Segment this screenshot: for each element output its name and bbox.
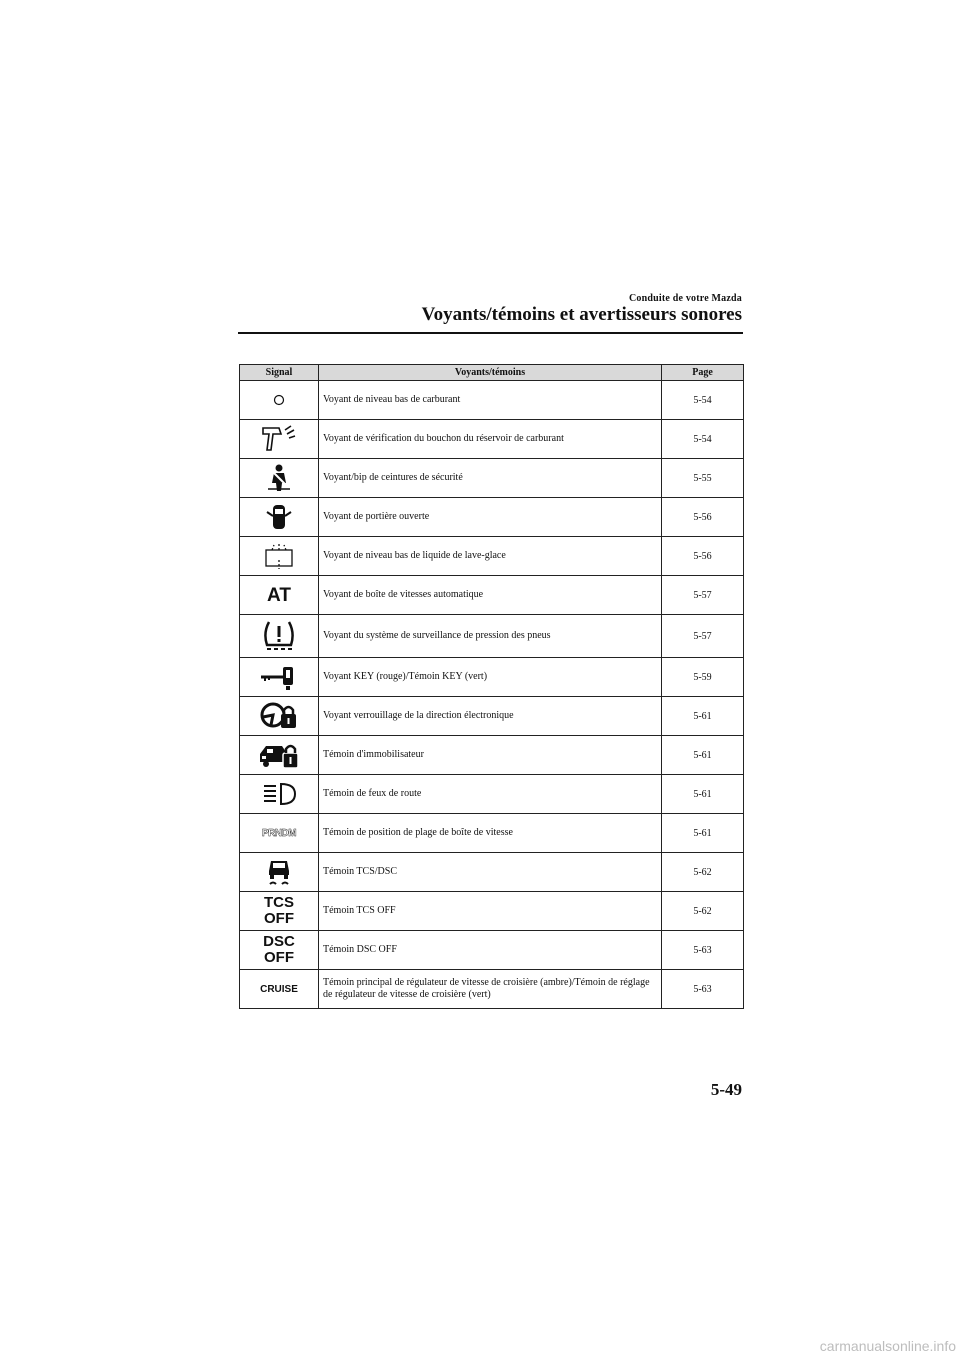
row-description: Témoin TCS/DSC xyxy=(319,853,662,892)
table-row xyxy=(240,775,744,814)
table-row xyxy=(240,970,744,1009)
watermark: carmanualsonline.info xyxy=(819,1338,956,1354)
row-description: Témoin de feux de route xyxy=(319,775,662,814)
table-row xyxy=(240,537,744,576)
key-icon xyxy=(259,663,299,691)
steering-lock-icon xyxy=(259,701,299,731)
column-header-page: Page xyxy=(662,365,744,381)
row-description: Témoin TCS OFF xyxy=(319,892,662,931)
row-page: 5-54 xyxy=(662,420,744,459)
row-page: 5-56 xyxy=(662,537,744,576)
row-page: 5-61 xyxy=(662,697,744,736)
tcs-dsc-icon xyxy=(264,857,294,887)
section-subtitle: Conduite de votre Mazda xyxy=(628,293,742,304)
row-description: Voyant KEY (rouge)/Témoin KEY (vert) xyxy=(319,658,662,697)
high-beam-icon xyxy=(261,781,297,807)
door-open-icon xyxy=(264,502,294,532)
column-header-voyants: Voyants/témoins xyxy=(319,365,662,381)
table-row xyxy=(240,736,744,775)
row-page: 5-63 xyxy=(662,970,744,1009)
washer-fluid-icon xyxy=(262,542,296,570)
header-divider xyxy=(238,332,743,334)
at-icon: AT xyxy=(267,584,291,606)
row-description: Voyant du système de surveillance de pression des pneus xyxy=(319,615,662,658)
table-row xyxy=(240,498,744,537)
table-row xyxy=(240,459,744,498)
row-description: Témoin DSC OFF xyxy=(319,931,662,970)
row-page: 5-62 xyxy=(662,853,744,892)
column-header-signal: Signal xyxy=(240,365,319,381)
table-row xyxy=(240,814,744,853)
table-row xyxy=(240,892,744,931)
row-page: 5-57 xyxy=(662,576,744,615)
table-row xyxy=(240,658,744,697)
row-page: 5-54 xyxy=(662,381,744,420)
row-description: Voyant de vérification du bouchon du réservoir de carburant xyxy=(319,420,662,459)
row-description: Voyant de portière ouverte xyxy=(319,498,662,537)
signals-table xyxy=(239,364,744,1009)
row-description: Témoin de position de plage de boîte de vitesse xyxy=(319,814,662,853)
row-description: Voyant de niveau bas de liquide de lave-glace xyxy=(319,537,662,576)
table-row xyxy=(240,381,744,420)
immobilizer-icon xyxy=(258,740,300,770)
row-page: 5-61 xyxy=(662,814,744,853)
table-row xyxy=(240,931,744,970)
table-row xyxy=(240,853,744,892)
table-row xyxy=(240,420,744,459)
dsc-off-icon: DSC OFF xyxy=(263,933,295,966)
row-description: Voyant verrouillage de la direction électronique xyxy=(319,697,662,736)
table-header-row xyxy=(240,365,744,381)
row-description: Voyant de boîte de vitesses automatique xyxy=(319,576,662,615)
row-page: 5-57 xyxy=(662,615,744,658)
row-description: Voyant/bip de ceintures de sécurité xyxy=(319,459,662,498)
table-row xyxy=(240,615,744,658)
row-description: Témoin principal de régulateur de vitesse de croisière (ambre)/Témoin de réglage de régulateur de vitesse de croisière (vert) xyxy=(319,970,662,1009)
row-page: 5-61 xyxy=(662,736,744,775)
page-title: Voyants/témoins et avertisseurs sonores xyxy=(421,304,742,325)
row-page: 5-59 xyxy=(662,658,744,697)
page-number: 5-49 xyxy=(710,1080,742,1099)
cruise-icon: CRUISE xyxy=(260,983,298,995)
tire-pressure-icon xyxy=(261,619,297,653)
row-page: 5-56 xyxy=(662,498,744,537)
row-page: 5-62 xyxy=(662,892,744,931)
row-page: 5-63 xyxy=(662,931,744,970)
row-description: Témoin d'immobilisateur xyxy=(319,736,662,775)
fuel-cap-icon xyxy=(259,424,299,454)
row-description: Voyant de niveau bas de carburant xyxy=(319,381,662,420)
table-row xyxy=(240,576,744,615)
prndm-icon: PRNDM xyxy=(261,827,297,839)
table-row xyxy=(240,697,744,736)
seat-belt-icon xyxy=(264,463,294,493)
row-page: 5-55 xyxy=(662,459,744,498)
row-page: 5-61 xyxy=(662,775,744,814)
fuel-level-icon xyxy=(272,393,286,407)
tcs-off-icon: TCS OFF xyxy=(264,894,294,927)
